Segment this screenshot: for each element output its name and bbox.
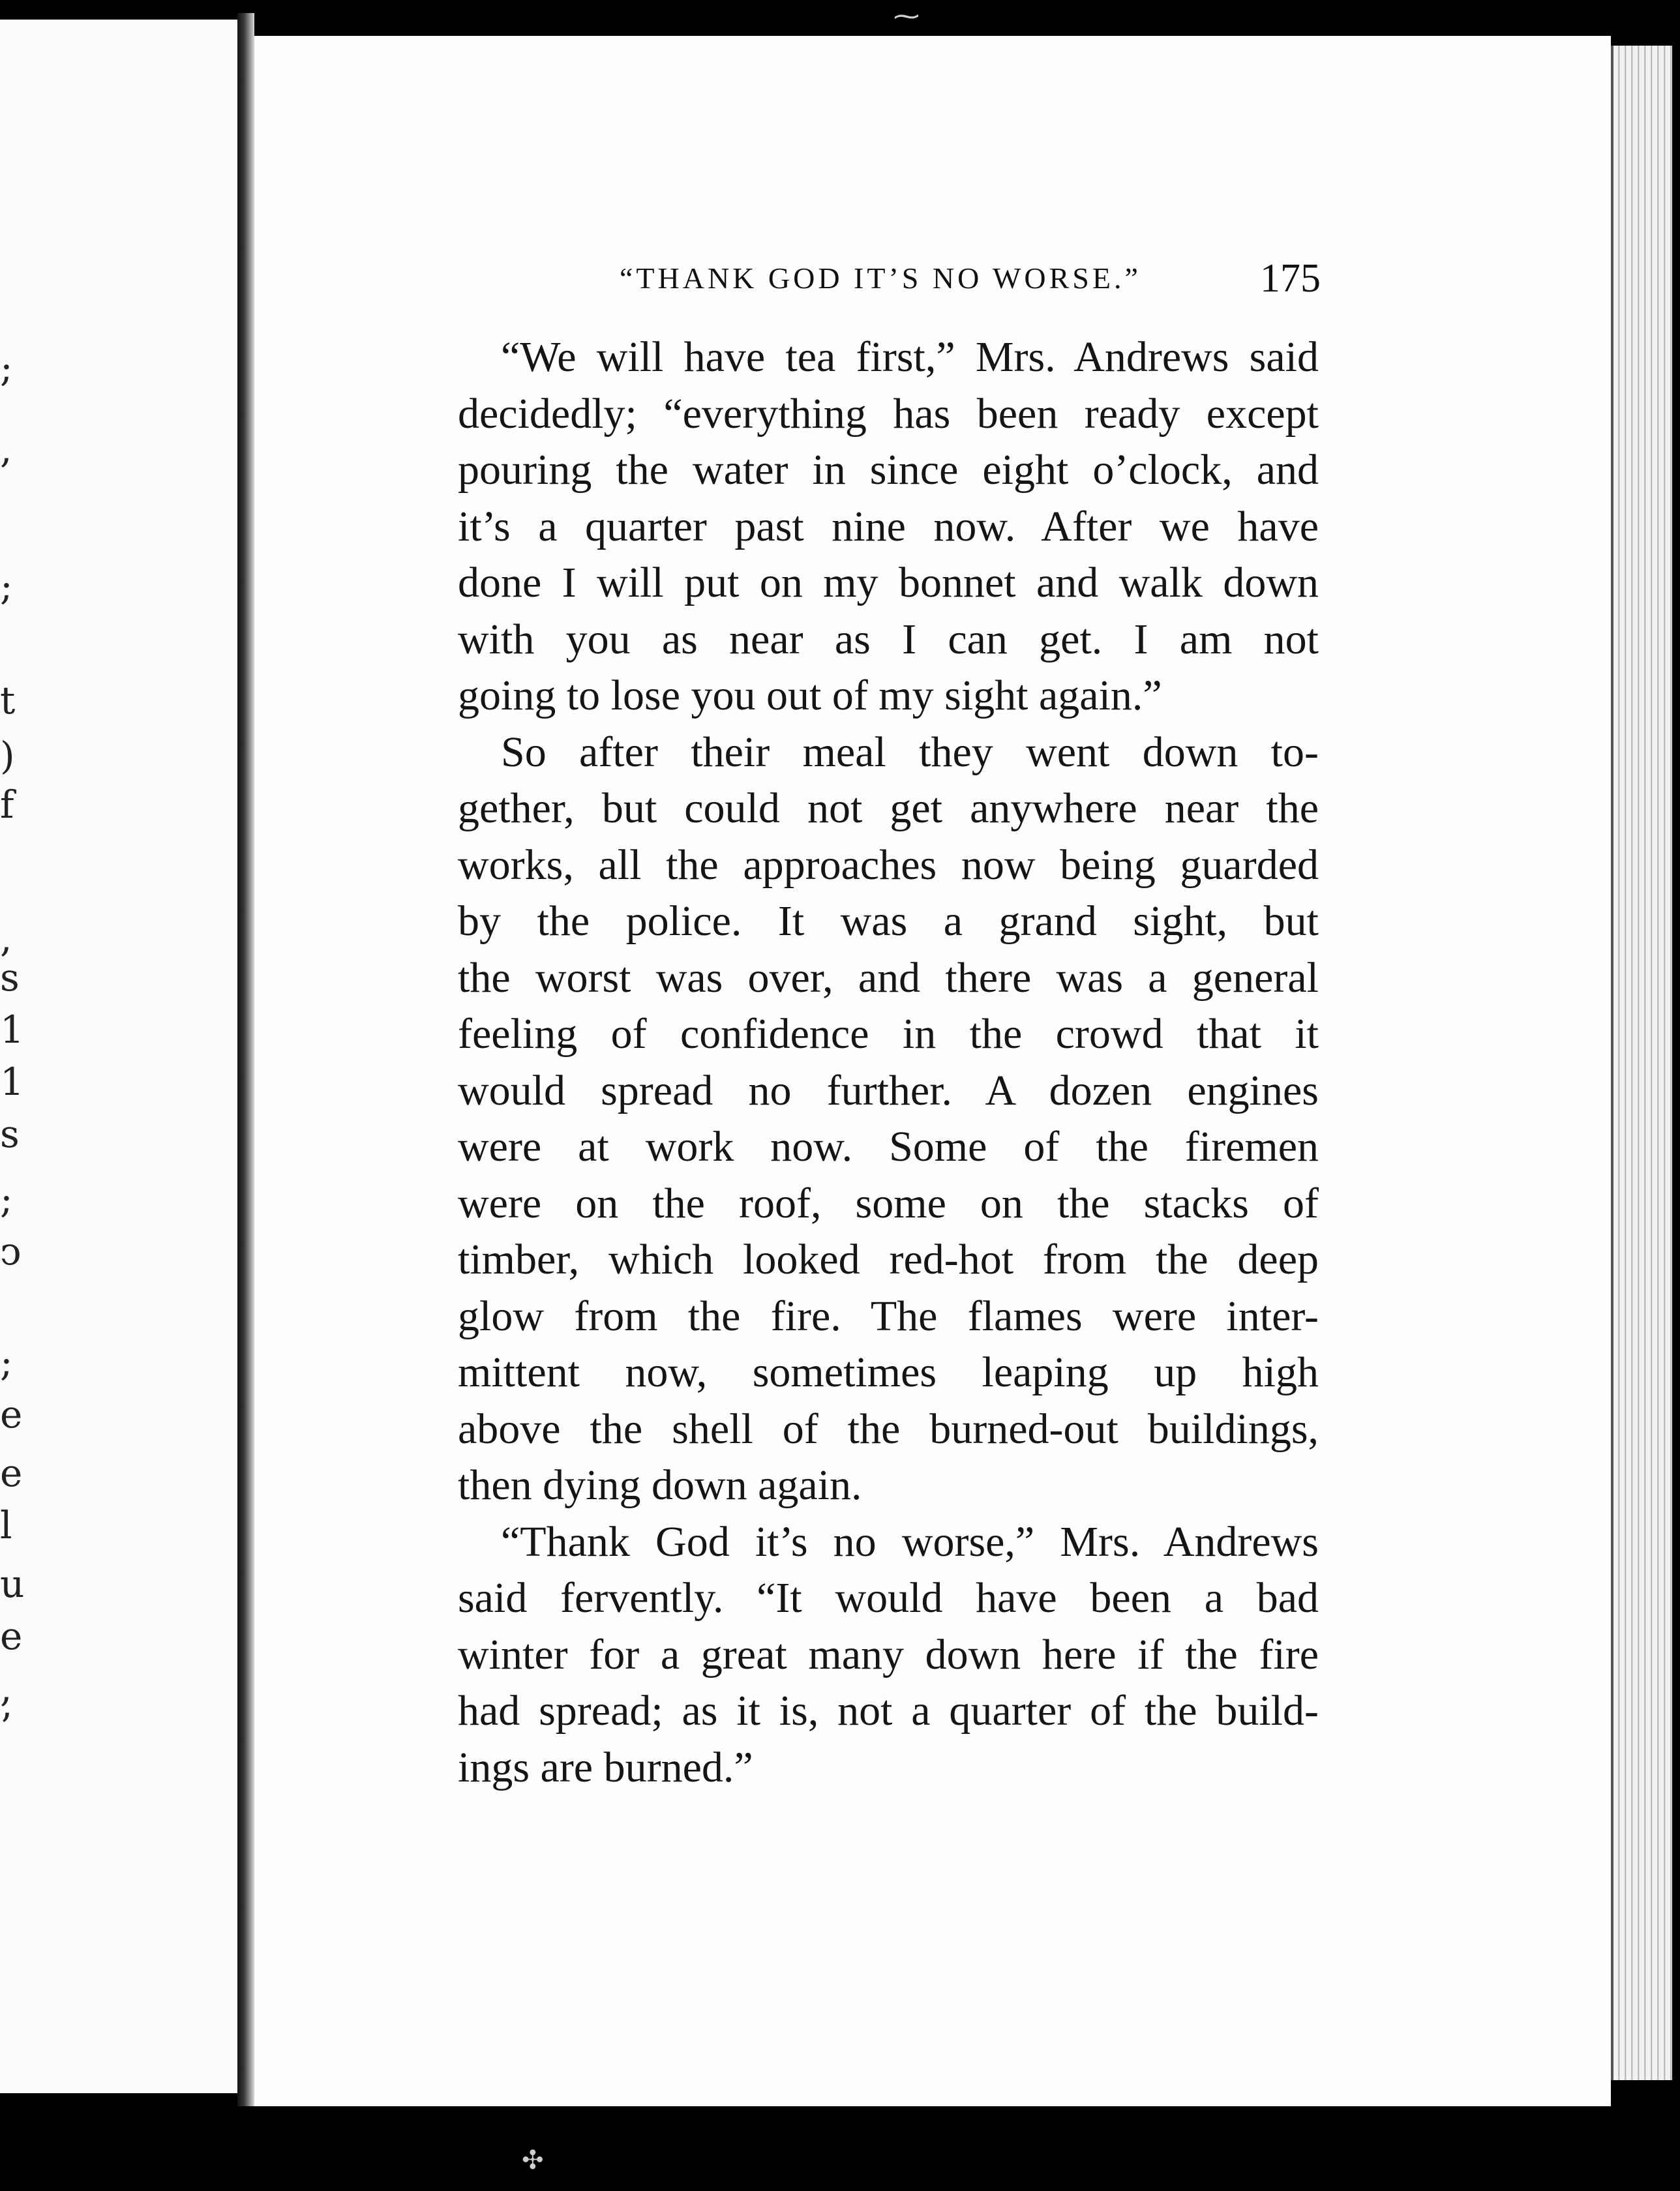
running-head: “THANK GOD IT’S NO WORSE.” [620,261,1141,295]
left-page-line-ending: 1 [0,1060,24,1104]
left-page-line-ending: t [0,678,16,723]
left-page-line-ending: ↄ [0,1229,22,1274]
text-line: done I will put on my bonnet and walk down [458,559,1319,606]
scan-artifact: ✣ [522,2145,544,2175]
left-page-line-ending: e [0,1614,23,1658]
text-line: were at work now. Some of the firemen [458,1123,1319,1170]
left-page-line-ending: u [0,1562,25,1606]
left-page-line-ending: ; [0,1177,13,1221]
text-line: with you as near as I can get. I am not [458,615,1319,663]
body-text [458,329,1319,1796]
left-page-line-ending: e [0,1392,23,1437]
left-page-line-ending: , [0,1666,12,1710]
left-page-line-ending: e [0,1451,23,1495]
text-line: “Thank God it’s no worse,” Mrs. Andrews [501,1517,1319,1566]
text-line: So after their meal they went down to- [501,728,1319,776]
left-page-line-ending: l [0,1503,12,1547]
text-line: ings are burned.” [458,1743,753,1791]
text-line: works, all the approaches now being guarded [458,841,1319,889]
book-gutter [237,13,254,2106]
page-number: 175 [1260,256,1321,301]
text-line: by the police. It was a grand sight, but [458,897,1319,945]
text-line: were on the roof, some on the stacks of [458,1179,1319,1227]
left-page-line-ending: ; [0,346,13,390]
text-line: glow from the fire. The flames were inter- [458,1292,1319,1340]
text-line: mittent now, sometimes leaping up high [458,1349,1319,1396]
text-line: it’s a quarter past nine now. After we have [458,502,1319,550]
text-line: gether, but could not get anywhere near the [458,784,1319,832]
text-line: decidedly; “everything has been ready except [458,389,1319,438]
left-page-line-ending: f [0,782,14,827]
text-line: pouring the water in since eight o’clock, and [458,446,1319,494]
page-edges [1611,46,1672,2080]
scan-artifact: ⁓ [893,1,920,31]
text-line: above the shell of the burned-out buildings, [458,1405,1319,1453]
left-page-line-ending: ’ [0,1705,12,1750]
text-line: then dying down again. [458,1461,862,1509]
left-page-line-ending: , [0,427,12,471]
left-page-line-ending: 1 [0,1007,24,1052]
text-line: “We will have tea first,” Mrs. Andrews said [501,333,1319,381]
left-page-line-ending: s [0,1112,20,1156]
text-line: said fervently. “It would have been a bad [458,1574,1319,1622]
left-page-line-ending: , [0,916,12,961]
left-page-line-ending: ; [0,1340,13,1384]
left-facing-page [0,20,247,2093]
text-line: the worst was over, and there was a general [458,953,1319,1002]
left-page-line-ending: s [0,955,20,1000]
left-page-line-ending: ) [0,734,15,778]
left-page-line-ending: ; [0,564,13,608]
text-line: timber, which looked red-hot from the deep [458,1236,1319,1283]
text-line: had spread; as it is, not a quarter of the build- [458,1687,1319,1735]
text-line: would spread no further. A dozen engines [458,1066,1319,1114]
text-line: feeling of confidence in the crowd that it [458,1010,1319,1058]
text-line: going to lose you out of my sight again.” [458,672,1162,719]
text-line: winter for a great many down here if the fire [458,1630,1319,1678]
